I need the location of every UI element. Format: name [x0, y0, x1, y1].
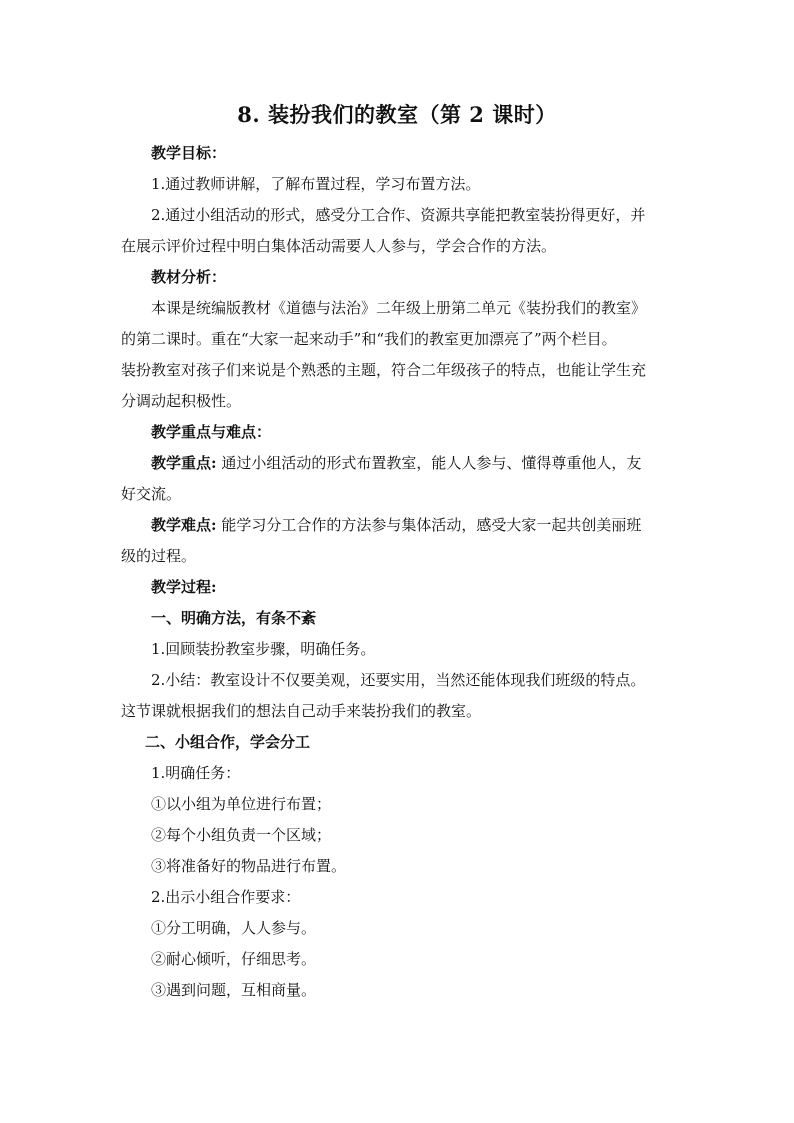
part2-task-heading: 1.明确任务： — [151, 764, 241, 782]
document-body — [121, 138, 681, 1006]
goals-heading: 教学目标： — [151, 144, 227, 162]
analysis-line-2: 的第二课时。重在“大家一起来动手”和“我们的教室更加漂亮了”两个栏目。 — [121, 330, 617, 348]
goals-line-2b: 在展示评价过程中明白集体活动需要人人参与，学会合作的方法。 — [121, 237, 557, 255]
part2-req-1: ①分工明确，人人参与。 — [151, 919, 317, 937]
process-heading: 教学过程: — [151, 578, 217, 596]
part2-req-2: ②耐心倾听，仔细思考。 — [151, 950, 317, 968]
focus-text: 通过小组活动的形式布置教室，能人人参与、懂得尊重他人，友 — [216, 454, 642, 472]
focus-label: 教学重点: — [151, 454, 217, 472]
goals-line-2a: 2.通过小组活动的形式，感受分工合作、资源共享能把教室装扮得更好，并 — [151, 206, 646, 224]
part2-req-heading: 2.出示小组合作要求： — [151, 888, 301, 906]
part2-task-1: ①以小组为单位进行布置； — [151, 795, 332, 813]
analysis-line-4: 分调动起积极性。 — [121, 392, 242, 410]
page-title: 8. 装扮我们的教室（第 2 课时） — [237, 102, 557, 127]
part2-heading: 二、小组合作，学会分工 — [145, 733, 311, 751]
difficulty-label: 教学难点: — [151, 516, 217, 534]
analysis-heading: 教材分析： — [151, 268, 227, 286]
focus-line-1 — [121, 448, 681, 479]
part2-task-2: ②每个小组负责一个区域； — [151, 826, 332, 844]
difficulty-line-1 — [121, 510, 681, 541]
part1-heading: 一、明确方法，有条不紊 — [151, 609, 317, 627]
part2-task-3: ③将准备好的物品进行布置。 — [151, 857, 347, 875]
part1-item-2b: 这节课就根据我们的想法自己动手来装扮我们的教室。 — [121, 702, 482, 720]
difficulty-text: 能学习分工合作的方法参与集体活动，感受大家一起共创美丽班 — [216, 516, 642, 534]
keypoints-heading: 教学重点与难点： — [151, 423, 272, 441]
analysis-line-3: 装扮教室对孩子们来说是个熟悉的主题，符合二年级孩子的特点，也能让学生充 — [121, 361, 647, 379]
part1-item-1: 1.回顾装扮教室步骤，明确任务。 — [151, 640, 376, 658]
goals-line-1: 1.通过教师讲解，了解布置过程，学习布置方法。 — [151, 175, 481, 193]
part2-req-3: ③遇到问题，互相商量。 — [151, 981, 317, 999]
focus-line-2: 好交流。 — [121, 485, 182, 503]
difficulty-line-2: 级的过程。 — [121, 547, 197, 565]
part1-item-2a: 2.小结：教室设计不仅要美观，还要实用，当然还能体现我们班级的特点。 — [151, 671, 646, 689]
analysis-line-1: 本课是统编版教材《道德与法治》二年级上册第二单元《装扮我们的教室》 — [151, 299, 647, 317]
